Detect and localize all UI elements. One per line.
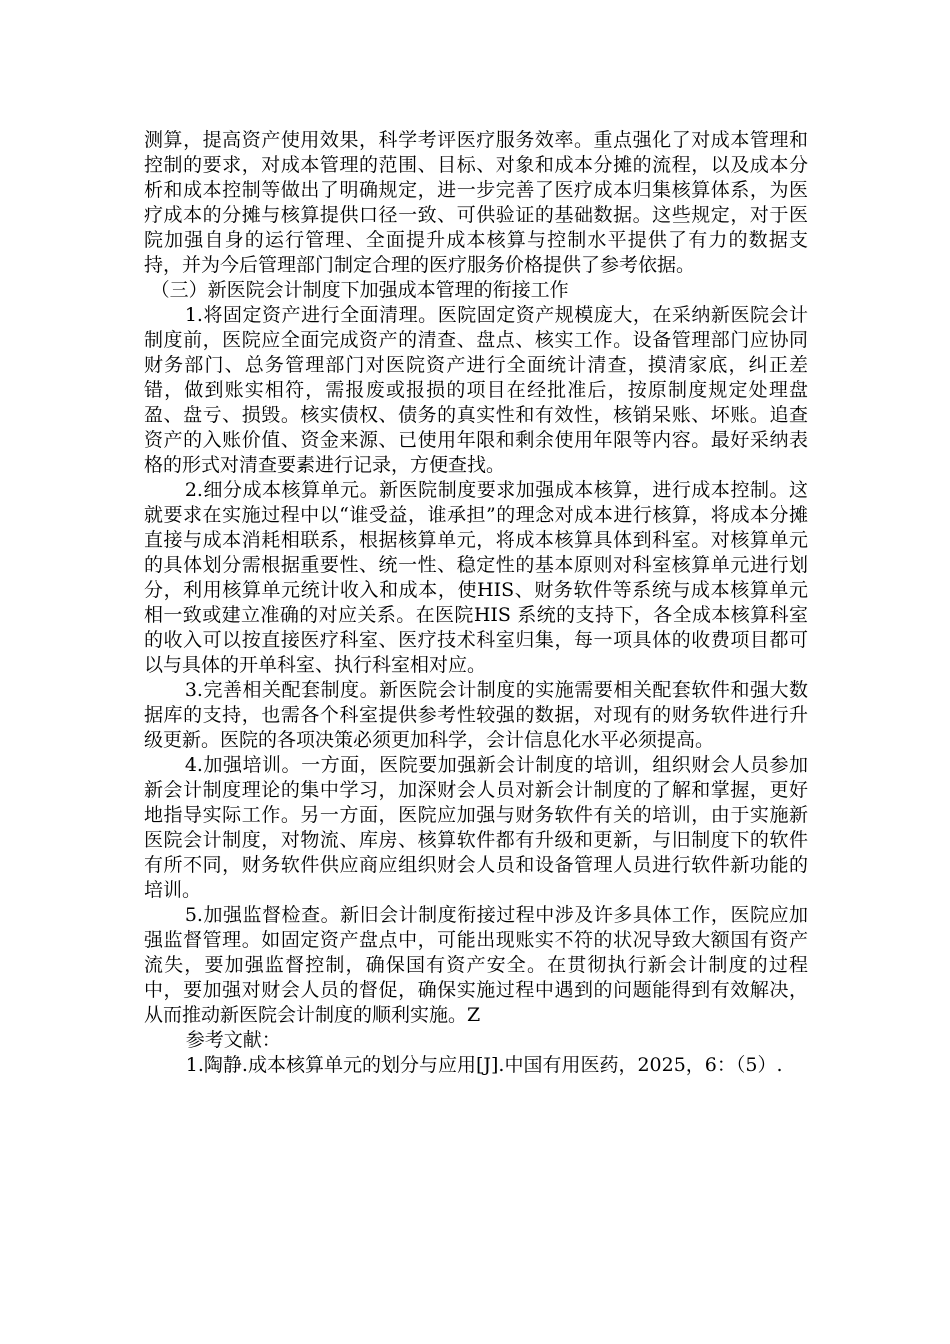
section-heading: （三）新医院会计制度下加强成本管理的衔接工作 xyxy=(150,279,569,301)
list-item-supervision: 5.加强监督检查。新旧会计制度衔接过程中涉及许多具体工作，医院应加强监督管理。如固定资产盘点中，可能出现账实不符的状况导致大额国有资产流失，要加强监督控制，确保国有资产安全。在贯彻执行新会计制度的过程中，要加强对财会人员的督促，确保实施过程中遇到的问题能得到有效解决，从而推动新医院会计制度的顺利实施。Z xyxy=(144,904,808,1026)
list-item-training: 4.加强培训。一方面，医院要加强新会计制度的培训，组织财会人员参加新会计制度理论的集中学习，加深财会人员对新会计制度的了解和掌握，更好地指导实际工作。另一方面，医院应加强与财务软件有关的培训，由于实施新医院会计制度，对物流、库房、核算软件都有升级和更新，与旧制度下的软件有所不同，财务软件供应商应组织财会人员和设备管理人员进行软件新功能的培训。 xyxy=(144,754,808,901)
list-item-cost-units: 2.细分成本核算单元。新医院制度要求加强成本核算，进行成本控制。这就要求在实施过程中以“谁受益，谁承担”的理念对成本进行核算，将成本分摊直接与成本消耗相联系，根据核算单元，将成本核算具体到科室。对核算单元的具体划分需根据重要性、统一性、稳定性的基本原则对科室核算单元进行划分，利用核算单元统计收入和成本，使HIS、财务软件等系统与成本核算单元相一致或建立准确的对应关系。在医院HIS 系统的支持下，各全成本核算科室的收入可以按直接医疗科室、医疗技术科室归集，每一项具体的收费项目都可以与具体的开单科室、执行科室相对应。 xyxy=(144,479,808,676)
continued-paragraph: 测算，提高资产使用效果，科学考评医疗服务效率。重点强化了对成本管理和控制的要求，对成本管理的范围、目标、对象和成本分摊的流程，以及成本分析和成本控制等做出了明确规定，进一步完善了医疗成本归集核算体系，为医疗成本的分摊与核算提供口径一致、可供验证的基础数据。这些规定，对于医院加强自身的运行管理、全面提升成本核算与控制水平提供了有力的数据支持，并为今后管理部门制定合理的医疗服务价格提供了参考依据。 xyxy=(144,129,808,276)
document-page xyxy=(144,128,808,1078)
references-heading: 参考文献： xyxy=(185,1029,281,1051)
list-item-fixed-assets: 1.将固定资产进行全面清理。医院固定资产规模庞大，在采纳新医院会计制度前，医院应全面完成资产的清查、盘点、核实工作。设备管理部门应协同财务部门、总务管理部门对医院资产进行全面统计清查，摸清家底，纠正差错，做到账实相符，需报废或报损的项目在经批准后，按原制度规定处理盘盈、盘亏、损毁。核实债权、债务的真实性和有效性，核销呆账、坏账。追查资产的入账价值、资金来源、已使用年限和剩余使用年限等内容。最好采纳表格的形式对清查要素进行记录，方便查找。 xyxy=(144,304,808,476)
reference-item: 1.陶静.成本核算单元的划分与应用[J].中国有用医药，2025，6：（5）. xyxy=(185,1054,783,1076)
list-item-supporting-systems: 3.完善相关配套制度。新医院会计制度的实施需要相关配套软件和强大数据库的支持，也需各个科室提供参考性较强的数据，对现有的财务软件进行升级更新。医院的各项决策必须更加科学，会计信息化水平必须提高。 xyxy=(144,679,808,751)
